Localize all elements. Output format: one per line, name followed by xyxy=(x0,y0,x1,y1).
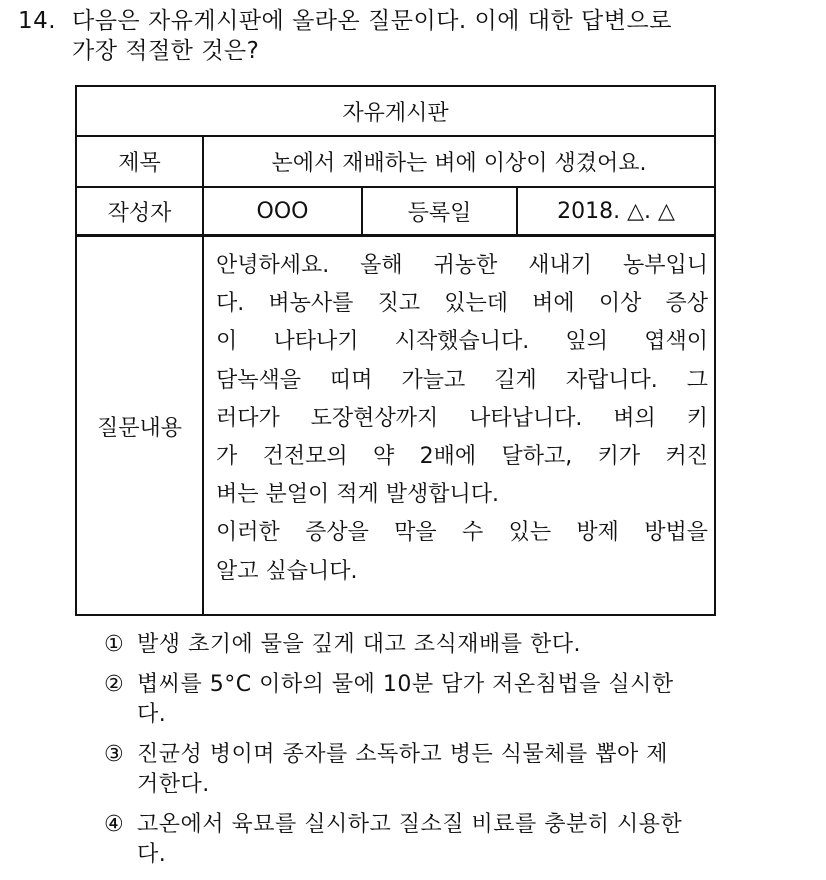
option-4[interactable] xyxy=(104,810,764,870)
option-line: 다. xyxy=(137,842,167,867)
question-text-1: 다음은 자유게시판에 올라온 질문이다. 이에 대한 답변으로 xyxy=(72,8,672,34)
question-line-1 xyxy=(18,6,808,36)
body-line: 다. 벼농사를 짓고 있는데 벼에 이상 증상 xyxy=(216,291,708,317)
option-line: 볍씨를 5°C 이하의 물에 10분 담가 저온침법을 실시한 xyxy=(137,672,674,697)
body-line: 알고 싶습니다. xyxy=(216,558,358,584)
author-value: OOO xyxy=(204,188,363,234)
question-body xyxy=(204,237,714,614)
option-2-text xyxy=(104,670,764,730)
subject-value: 논에서 재배하는 벼에 이상이 생겼어요. xyxy=(271,151,647,176)
option-2-mark: ② xyxy=(104,672,125,697)
body-label: 질문내용 xyxy=(96,416,182,441)
option-4-text xyxy=(104,810,764,870)
body-line: 가 건전모의 약 2배에 달하고, 키가 커진 xyxy=(216,444,708,470)
body-line: 러다가 도장현상까지 나타납니다. 벼의 키 xyxy=(216,405,708,431)
question-body-row xyxy=(77,237,714,614)
question-number: 14. xyxy=(18,8,57,34)
option-line: 진균성 병이며 종자를 소독하고 병든 식물체를 뽑아 제 xyxy=(137,742,668,767)
body-line: 이 나타나기 시작했습니다. 잎의 엽색이 xyxy=(216,329,708,355)
option-1-mark: ① xyxy=(104,632,125,657)
option-1[interactable] xyxy=(104,630,764,660)
option-3-text xyxy=(104,740,764,800)
answer-options xyxy=(104,630,764,880)
option-3-mark: ③ xyxy=(104,742,125,767)
body-line: 안녕하세요. 올해 귀농한 새내기 농부입니 xyxy=(216,253,708,278)
board-title-row xyxy=(77,87,714,137)
option-line: 고온에서 육묘를 실시하고 질소질 비료를 충분히 시용한 xyxy=(137,812,683,837)
option-line: 거한다. xyxy=(137,772,210,797)
body-line: 벼는 분얼이 적게 발생합니다. xyxy=(216,482,499,508)
body-line: 담녹색을 띠며 가늘고 길게 자랍니다. 그 xyxy=(216,367,708,393)
subject-label: 제목 xyxy=(77,137,204,186)
bulletin-board-table xyxy=(75,85,716,616)
question-line-2: 가장 적절한 것은? xyxy=(72,38,260,64)
option-2[interactable] xyxy=(104,670,764,730)
regdate-label: 등록일 xyxy=(363,188,518,234)
option-line: 다. xyxy=(137,702,167,727)
option-1-text xyxy=(104,630,764,660)
board-title: 자유게시판 xyxy=(342,100,449,126)
author-row xyxy=(77,188,714,237)
question-stem xyxy=(18,6,808,66)
option-line: 발생 초기에 물을 깊게 대고 조식재배를 한다. xyxy=(137,632,581,657)
option-3[interactable] xyxy=(104,740,764,800)
author-label: 작성자 xyxy=(77,188,204,234)
body-label-cell xyxy=(77,237,204,614)
body-line: 이러한 증상을 막을 수 있는 방제 방법을 xyxy=(216,520,708,546)
regdate-value: 2018. △. △ xyxy=(557,198,675,224)
option-4-mark: ④ xyxy=(104,812,125,837)
subject-row xyxy=(77,137,714,188)
